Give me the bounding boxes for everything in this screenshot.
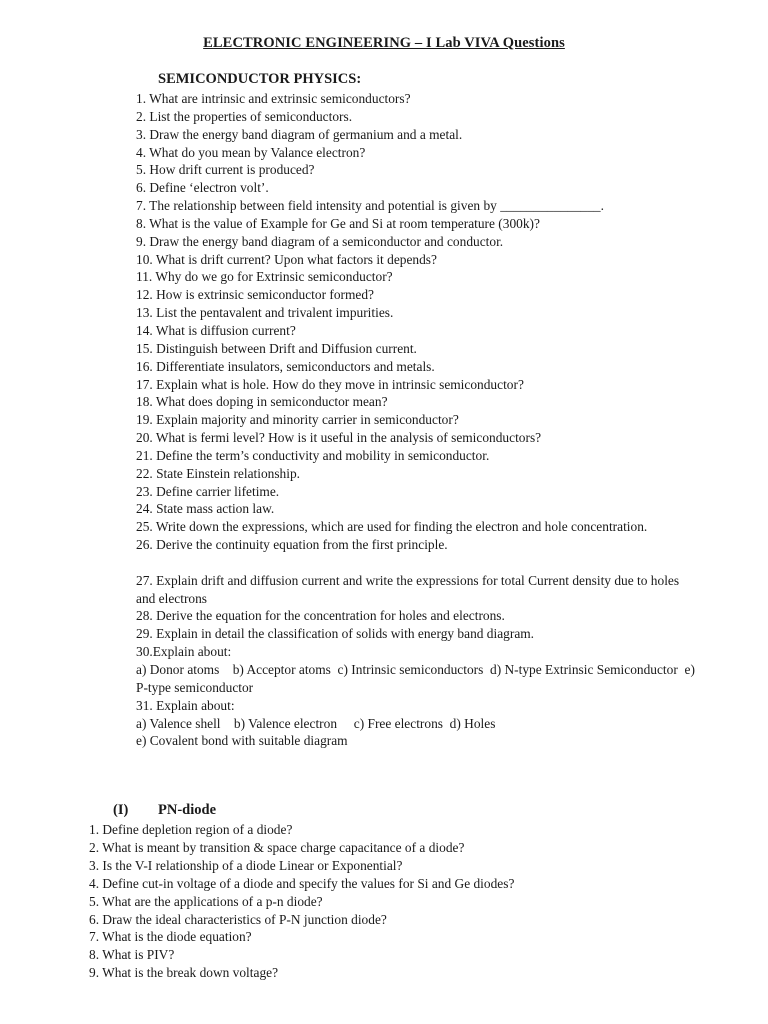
question-item: 7. The relationship between field intensity and potential is given by _______________.	[136, 198, 604, 214]
question-item: 11. Why do we go for Extrinsic semiconductor?	[136, 269, 393, 285]
question-item: 25. Write down the expressions, which are used for finding the electron and hole concentration.	[136, 519, 648, 535]
semiconductor-physics-question-list	[136, 90, 699, 750]
question-item: 1. Define depletion region of a diode?	[89, 822, 293, 837]
question-item: 13. List the pentavalent and trivalent impurities.	[136, 305, 394, 321]
pn-diode-heading	[113, 802, 216, 819]
question-item: 24. State mass action law.	[136, 501, 275, 517]
question-item: 28. Derive the equation for the concentration for holes and electrons.	[136, 608, 505, 624]
question-item: 5. What are the applications of a p-n diode?	[89, 893, 323, 909]
question-subitems: a) Valence shell b) Valence electron c) Free electrons d) Holes	[136, 715, 496, 731]
question-item: 14. What is diffusion current?	[136, 322, 296, 338]
question-item: 2. List the properties of semiconductors.	[136, 108, 353, 124]
question-item: 31. Explain about:	[136, 697, 235, 713]
question-item: 8. What is the value of Example for Ge and Si at room temperature (300k)?	[136, 215, 540, 231]
semiconductor-physics-heading: SEMICONDUCTOR PHYSICS:	[158, 71, 362, 87]
question-item: 3. Draw the energy band diagram of germanium and a metal.	[136, 126, 463, 142]
question-item: 3. Is the V-I relationship of a diode Linear or Exponential?	[89, 857, 403, 873]
question-item: 22. State Einstein relationship.	[136, 465, 301, 481]
question-item: 7. What is the diode equation?	[89, 929, 252, 945]
question-item: 9. Draw the energy band diagram of a semiconductor and conductor.	[136, 233, 504, 249]
question-item: 17. Explain what is hole. How do they move in intrinsic semiconductor?	[136, 376, 524, 392]
question-item: 18. What does doping in semiconductor mean?	[136, 394, 388, 410]
question-item: 26. Derive the continuity equation from the first principle.	[136, 537, 448, 553]
question-subitems: e) Covalent bond with suitable diagram	[136, 733, 348, 749]
question-item: 29. Explain in detail the classification of solids with energy band diagram.	[136, 626, 535, 642]
question-item: 19. Explain majority and minority carrier in semiconductor?	[136, 412, 459, 428]
question-item: 15. Distinguish between Drift and Diffusion current.	[136, 340, 417, 356]
question-item: 2. What is meant by transition & space charge capacitance of a diode?	[89, 839, 465, 855]
question-item: 12. How is extrinsic semiconductor formed?	[136, 287, 374, 303]
question-item: 1. What are intrinsic and extrinsic semiconductors?	[136, 91, 411, 106]
question-item: 20. What is fermi level? How is it useful in the analysis of semiconductors?	[136, 430, 542, 446]
document-title: ELECTRONIC ENGINEERING – I Lab VIVA Questions	[203, 35, 565, 51]
question-item: 21. Define the term’s conductivity and mobility in semiconductor.	[136, 447, 490, 463]
question-item: 6. Define ‘electron volt’.	[136, 180, 269, 196]
question-item: 16. Differentiate insulators, semiconductors and metals.	[136, 358, 435, 374]
question-item: 4. Define cut-in voltage of a diode and specify the values for Si and Ge diodes?	[89, 875, 515, 891]
question-subitems: a) Donor atoms b) Acceptor atoms c) Intrinsic semiconductors d) N-type Extrinsic Semiconductor e) P-type semiconductor	[136, 662, 699, 695]
question-item: 10. What is drift current? Upon what factors it depends?	[136, 251, 437, 267]
question-item: 8. What is PIV?	[89, 947, 175, 963]
pn-diode-question-list	[89, 821, 689, 982]
question-item: 30.Explain about:	[136, 644, 232, 660]
blank-line	[136, 554, 696, 572]
question-item: 27. Explain drift and diffusion current and write the expressions for total Current density due to holes and electrons	[136, 572, 680, 606]
question-item: 9. What is the break down voltage?	[89, 965, 279, 981]
question-item: 23. Define carrier lifetime.	[136, 483, 280, 499]
question-item: 4. What do you mean by Valance electron?	[136, 144, 366, 160]
question-item: 6. Draw the ideal characteristics of P-N junction diode?	[89, 911, 387, 927]
pn-diode-section-title: PN-diode	[158, 802, 216, 818]
pn-diode-section-number: (I)	[113, 802, 129, 818]
question-item: 5. How drift current is produced?	[136, 162, 315, 178]
